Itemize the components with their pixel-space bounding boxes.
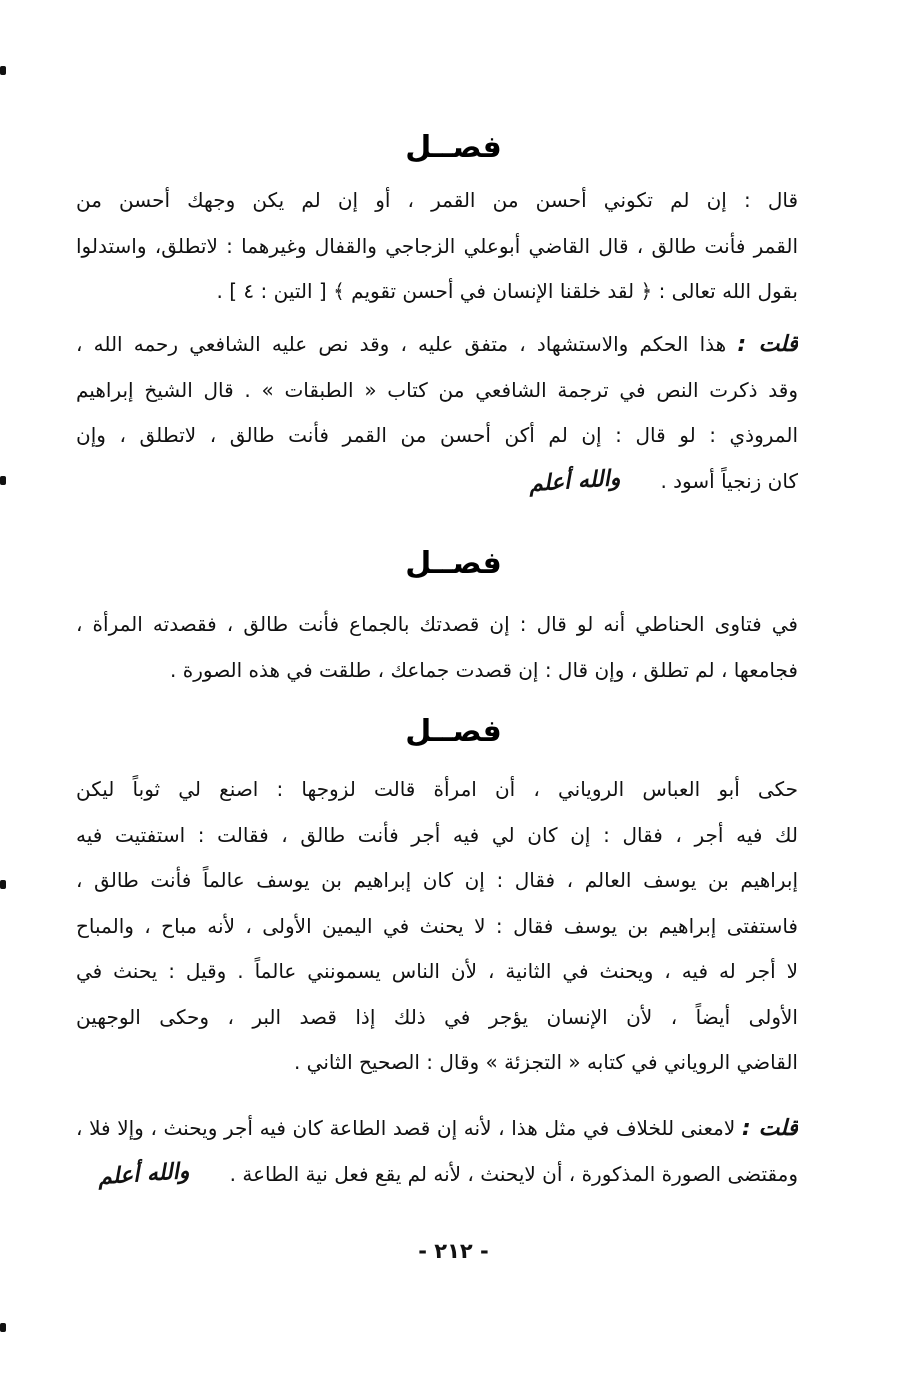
text-line: إبراهيم بن يوسف العالم ، فقال : إن كان إبراهيم بن يوسف عالماً فأنت طالق ، [76, 868, 798, 892]
signoff: والله أعلم [97, 1157, 191, 1190]
text-line: القاضي الروياني في كتابه « التجزئة » وقال : الصحيح الثاني . [293, 1050, 798, 1074]
text-line: فجامعها ، لم تطلق ، وإن قال : إن قصدت جماعك ، طلقت في هذه الصورة . [170, 657, 798, 682]
lead-word: قلت : [737, 332, 798, 357]
text-line: الأولى أيضاً ، لأن الإنسان يؤجر في ذلك إذا قصد البر ، وحكى الوجهين [76, 1004, 798, 1029]
signoff: والله أعلم [528, 464, 622, 497]
text-line: في فتاوى الحناطي أنه لو قال : إن قصدتك بالجماع فأنت طالق ، فقصدته المرأة ، [76, 612, 798, 636]
section-heading: فصــل [405, 130, 502, 165]
lead-word: قلت : [741, 1116, 798, 1141]
text-line: وقد ذكرت النص في ترجمة الشافعي من كتاب « الطبقات » . قال الشيخ إبراهيم [76, 377, 798, 402]
scan-mark [0, 880, 6, 889]
page-number: - ٢١٢ - [418, 1239, 489, 1263]
paragraph [76, 767, 798, 1086]
text-line [76, 1152, 798, 1198]
text-line: قال : إن لم تكوني أحسن من القمر ، أو إن لم يكن وجهك أحسن من [76, 188, 798, 212]
text-line: فاستفتى إبراهيم بن يوسف فقال : لا يحنث في اليمين الأولى ، لأنه مباح ، والمباح [76, 913, 798, 938]
text-run: كان زنجياً أسود . [660, 468, 798, 493]
text-line [76, 459, 798, 505]
text-line: القمر فأنت طالق ، قال القاضي أبوعلي الزجاجي والقفال وغيرهما : لاتطلق، واستدلوا [76, 233, 798, 258]
text-run: هذا الحكم والاستشهاد ، متفق عليه ، وقد نص عليه الشافعي رحمه الله ، [76, 332, 727, 356]
scan-mark [0, 1323, 6, 1332]
paragraph [76, 602, 798, 693]
scan-mark [0, 476, 6, 485]
text-run: لامعنى للخلاف في مثل هذا ، لأنه إن قصد الطاعة كان فيه أجر ويحنث ، وإلا فلا ، [76, 1116, 736, 1140]
section-heading: فصــل [405, 546, 502, 581]
text-line: حكى أبو العباس الروياني ، أن امرأة قالت لزوجها : اصنع لي ثوباً ليكن [76, 777, 798, 801]
text-line: المروذي : لو قال : إن لم أكن أحسن من القمر فأنت طالق ، لاتطلق ، وإن [76, 423, 798, 447]
paragraph [76, 1106, 798, 1197]
text-line: لك فيه أجر ، فقال : إن كان لي فيه أجر فأنت طالق ، فقالت : استفتيت فيه [76, 822, 798, 847]
scan-mark [0, 66, 6, 75]
paragraph [76, 178, 798, 315]
text-line: بقول الله تعالى : ﴿ لقد خلقنا الإنسان في أحسن تقويم ﴾ [ التين : ٤ ] . [216, 279, 798, 303]
text-line: لا أجر له فيه ، ويحنث في الثانية ، لأن الناس يسمونني عالماً . وقيل : يحنث في [76, 959, 798, 983]
text-line [76, 1106, 798, 1152]
text-run: ومقتضى الصورة المذكورة ، أن لايحنث ، لأنه لم يقع فعل نية الطاعة . [229, 1161, 798, 1186]
text-line [76, 322, 798, 368]
section-heading: فصــل [405, 714, 502, 749]
paragraph [76, 322, 798, 504]
